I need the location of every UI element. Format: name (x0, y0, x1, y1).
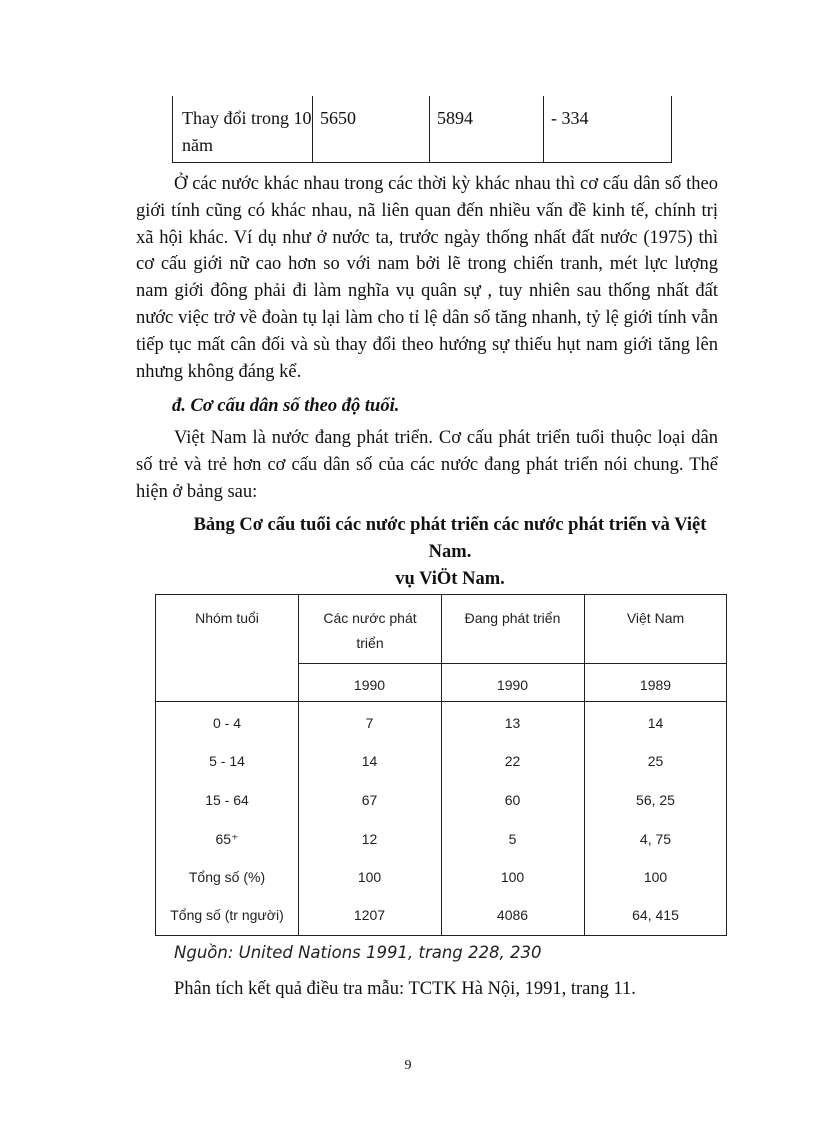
row-label: 15 - 64 (205, 792, 249, 808)
row-label: 5 - 14 (209, 753, 245, 769)
header-vietnam: Việt Nam (626, 610, 685, 626)
row-label: 0 - 4 (212, 715, 241, 731)
paragraph-age-structure: Việt Nam là nước đang phát triển. Cơ cấu phát triển tuổi thuộc loại dân số trẻ và trẻ hơn cơ cấu dân số của các nước đang phát triển nói chung. Thể hiện ở bảng sau: (136, 428, 718, 502)
table-cell: 5 (508, 831, 517, 847)
year-developed: 1990 (353, 677, 386, 693)
header-age-group: Nhóm tuổi (195, 610, 259, 626)
table-cell: 7 (365, 715, 374, 731)
table-cell: 4086 (496, 907, 529, 923)
table-cell: 12 (361, 831, 378, 847)
year-vietnam: 1989 (639, 677, 672, 693)
source-note: Nguồn: United Nations 1991, trang 228, 230 (174, 943, 542, 962)
table-cell: 100 (500, 869, 525, 885)
table-title-line1: Bảng Cơ cấu tuổi các nước phát triển các nước phát triển và Việt (193, 515, 707, 535)
table-cell: 5650 (313, 96, 430, 162)
analysis-note: Phân tích kết quả điều tra mẫu: TCTK Hà Nội, 1991, trang 11. (174, 979, 636, 999)
population-change-table (172, 96, 672, 163)
table-title-line2: Nam. (428, 542, 472, 562)
table-cell: 13 (504, 715, 521, 731)
table-cell: 60 (504, 792, 521, 808)
table-cell: 4, 75 (639, 831, 672, 847)
table-cell: 25 (647, 753, 664, 769)
table-cell: 14 (647, 715, 664, 731)
age-structure-table (155, 594, 727, 936)
table-cell: 5894 (430, 96, 544, 162)
table-cell: 100 (357, 869, 382, 885)
table-cell-label: Thay đổi trong 10 năm (173, 96, 313, 162)
year-developing: 1990 (496, 677, 529, 693)
table-cell: 100 (643, 869, 668, 885)
header-developing: Đang phát triển (464, 610, 561, 626)
table-cell: 22 (504, 753, 521, 769)
table-cell: 14 (361, 753, 378, 769)
row-label: 65⁺ (215, 831, 239, 847)
table-cell: 67 (361, 792, 378, 808)
page-number: 9 (404, 1058, 412, 1073)
section-heading: đ. Cơ cấu dân số theo độ tuổi. (172, 396, 400, 416)
header-developed: Các nước phát triển (323, 610, 417, 651)
table-divider (156, 701, 726, 702)
table-cell: 64, 415 (632, 907, 679, 923)
row-label: Tổng số (tr người) (170, 907, 284, 923)
table-cell: - 334 (551, 108, 589, 128)
table-title (150, 512, 750, 593)
paragraph-gender-structure: Ở các nước khác nhau trong các thời kỳ khác nhau thì cơ cấu dân số theo giới tính cũng có khác nhau, nã liên quan đến nhiều vấn đề kinh tế, chính trị xã hội khác. Ví dụ như ở nước ta, trước ngày thống nhất đất nước (1975) thì cơ cấu giới nữ cao hơn so với nam bởi lẽ trong chiến tranh, mét lực lượng nam giới đông phải đi làm nghĩa vụ quân sự , tuy nhiên sau thống nhất đất nước việc trở về đoàn tụ lại làm cho tỉ lệ dân số tăng nhanh, tỷ lệ giới tính vẫn tiếp tục mất cân đối và sù thay đổi theo hướng sự thiếu hụt nam giới tăng lên nhưng không đáng kể. (136, 174, 718, 382)
table-divider (298, 663, 726, 664)
row-label: Tổng số (%) (188, 869, 266, 885)
table-cell: 56, 25 (636, 792, 675, 808)
table-cell: 1207 (353, 907, 386, 923)
table-title-line3: vụ ViÖt Nam. (395, 569, 505, 589)
